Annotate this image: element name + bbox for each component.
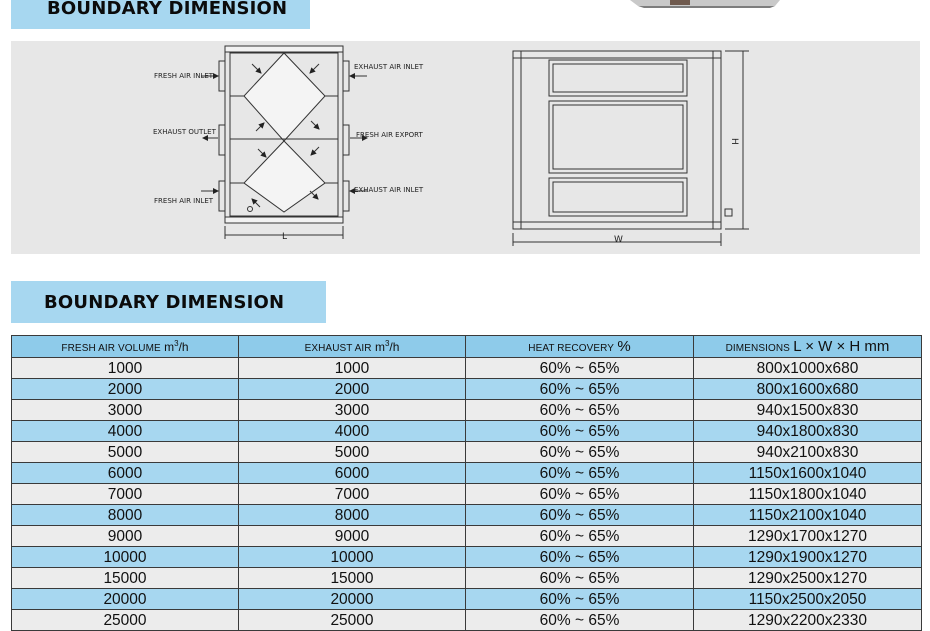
cell-exhaust-air: 2000	[239, 379, 466, 400]
cell-exhaust-air: 8000	[239, 505, 466, 526]
table-row	[12, 400, 922, 421]
cell-heat-recovery: 60% ~ 65%	[466, 400, 694, 421]
cell-fresh-air-volume: 2000	[12, 379, 239, 400]
cell-heat-recovery: 60% ~ 65%	[466, 589, 694, 610]
header-heat-recovery: HEAT RECOVERY %	[466, 336, 694, 358]
table-row	[12, 589, 922, 610]
dimension-diagram	[11, 41, 920, 254]
table-row	[12, 379, 922, 400]
cell-heat-recovery: 60% ~ 65%	[466, 484, 694, 505]
section-banner-top	[11, 0, 310, 29]
cell-dimensions: 1150x2100x1040	[694, 505, 922, 526]
cell-heat-recovery: 60% ~ 65%	[466, 379, 694, 400]
cell-heat-recovery: 60% ~ 65%	[466, 421, 694, 442]
label-length: L	[282, 232, 288, 242]
cell-exhaust-air: 1000	[239, 358, 466, 379]
plan-view	[201, 46, 367, 239]
label-fresh-air-inlet-bottom: FRESH AIR INLET	[154, 197, 214, 205]
table-body	[12, 358, 922, 631]
cell-dimensions: 940x2100x830	[694, 442, 922, 463]
table-row	[12, 442, 922, 463]
cell-fresh-air-volume: 15000	[12, 568, 239, 589]
cell-dimensions: 1150x1600x1040	[694, 463, 922, 484]
cell-heat-recovery: 60% ~ 65%	[466, 505, 694, 526]
cell-exhaust-air: 20000	[239, 589, 466, 610]
cell-heat-recovery: 60% ~ 65%	[466, 610, 694, 631]
cell-exhaust-air: 4000	[239, 421, 466, 442]
cell-dimensions: 1290x2200x2330	[694, 610, 922, 631]
table-row	[12, 358, 922, 379]
cell-heat-recovery: 60% ~ 65%	[466, 442, 694, 463]
cell-fresh-air-volume: 7000	[12, 484, 239, 505]
label-fresh-air-inlet-top: FRESH AIR INLET	[154, 72, 214, 80]
product-image	[630, 0, 780, 8]
header-dimensions: DIMENSIONS L × W × H mm	[694, 336, 922, 358]
table-row	[12, 610, 922, 631]
cell-heat-recovery: 60% ~ 65%	[466, 568, 694, 589]
cell-dimensions: 1150x2500x2050	[694, 589, 922, 610]
diagram-drawing	[11, 41, 920, 254]
section-title: BOUNDARY DIMENSION	[44, 292, 285, 313]
specification-table	[11, 335, 922, 631]
header-fresh-air-volume: FRESH AIR VOLUME $m^3/h$	[12, 336, 239, 358]
table-row	[12, 505, 922, 526]
cell-exhaust-air: 25000	[239, 610, 466, 631]
cell-fresh-air-volume: 4000	[12, 421, 239, 442]
cell-dimensions: 940x1800x830	[694, 421, 922, 442]
section-title: BOUNDARY DIMENSION	[47, 0, 288, 19]
cell-dimensions: 1150x1800x1040	[694, 484, 922, 505]
cell-heat-recovery: 60% ~ 65%	[466, 358, 694, 379]
cell-fresh-air-volume: 9000	[12, 526, 239, 547]
cell-dimensions: 1290x2500x1270	[694, 568, 922, 589]
cell-fresh-air-volume: 20000	[12, 589, 239, 610]
section-banner-middle	[11, 281, 326, 323]
table-row	[12, 421, 922, 442]
cell-fresh-air-volume: 5000	[12, 442, 239, 463]
cell-dimensions: 1290x1700x1270	[694, 526, 922, 547]
cell-exhaust-air: 3000	[239, 400, 466, 421]
cell-dimensions: 800x1600x680	[694, 379, 922, 400]
cell-dimensions: 800x1000x680	[694, 358, 922, 379]
front-view	[513, 51, 749, 246]
cell-fresh-air-volume: 6000	[12, 463, 239, 484]
label-exhaust-air-inlet-top: EXHAUST AIR INLET	[354, 63, 424, 71]
cell-exhaust-air: 15000	[239, 568, 466, 589]
table-row	[12, 568, 922, 589]
header-exhaust-air: EXHAUST AIR $m^3/h$	[239, 336, 466, 358]
cell-exhaust-air: 10000	[239, 547, 466, 568]
table-row	[12, 547, 922, 568]
cell-heat-recovery: 60% ~ 65%	[466, 463, 694, 484]
cell-heat-recovery: 60% ~ 65%	[466, 547, 694, 568]
table-row	[12, 484, 922, 505]
cell-fresh-air-volume: 25000	[12, 610, 239, 631]
cell-exhaust-air: 6000	[239, 463, 466, 484]
label-fresh-air-export: FRESH AIR EXPORT	[356, 131, 423, 139]
table-row	[12, 463, 922, 484]
label-exhaust-air-inlet-bottom: EXHAUST AIR INLET	[354, 186, 424, 194]
cell-exhaust-air: 9000	[239, 526, 466, 547]
cell-fresh-air-volume: 10000	[12, 547, 239, 568]
label-exhaust-outlet: EXHAUST OUTLET	[153, 128, 216, 136]
cell-exhaust-air: 7000	[239, 484, 466, 505]
cell-heat-recovery: 60% ~ 65%	[466, 526, 694, 547]
label-width: W	[614, 235, 623, 245]
cell-fresh-air-volume: 3000	[12, 400, 239, 421]
table-header-row	[12, 336, 922, 358]
table-row	[12, 526, 922, 547]
cell-dimensions: 1290x1900x1270	[694, 547, 922, 568]
cell-fresh-air-volume: 8000	[12, 505, 239, 526]
cell-dimensions: 940x1500x830	[694, 400, 922, 421]
label-height: H	[729, 138, 739, 145]
cell-exhaust-air: 5000	[239, 442, 466, 463]
cell-fresh-air-volume: 1000	[12, 358, 239, 379]
